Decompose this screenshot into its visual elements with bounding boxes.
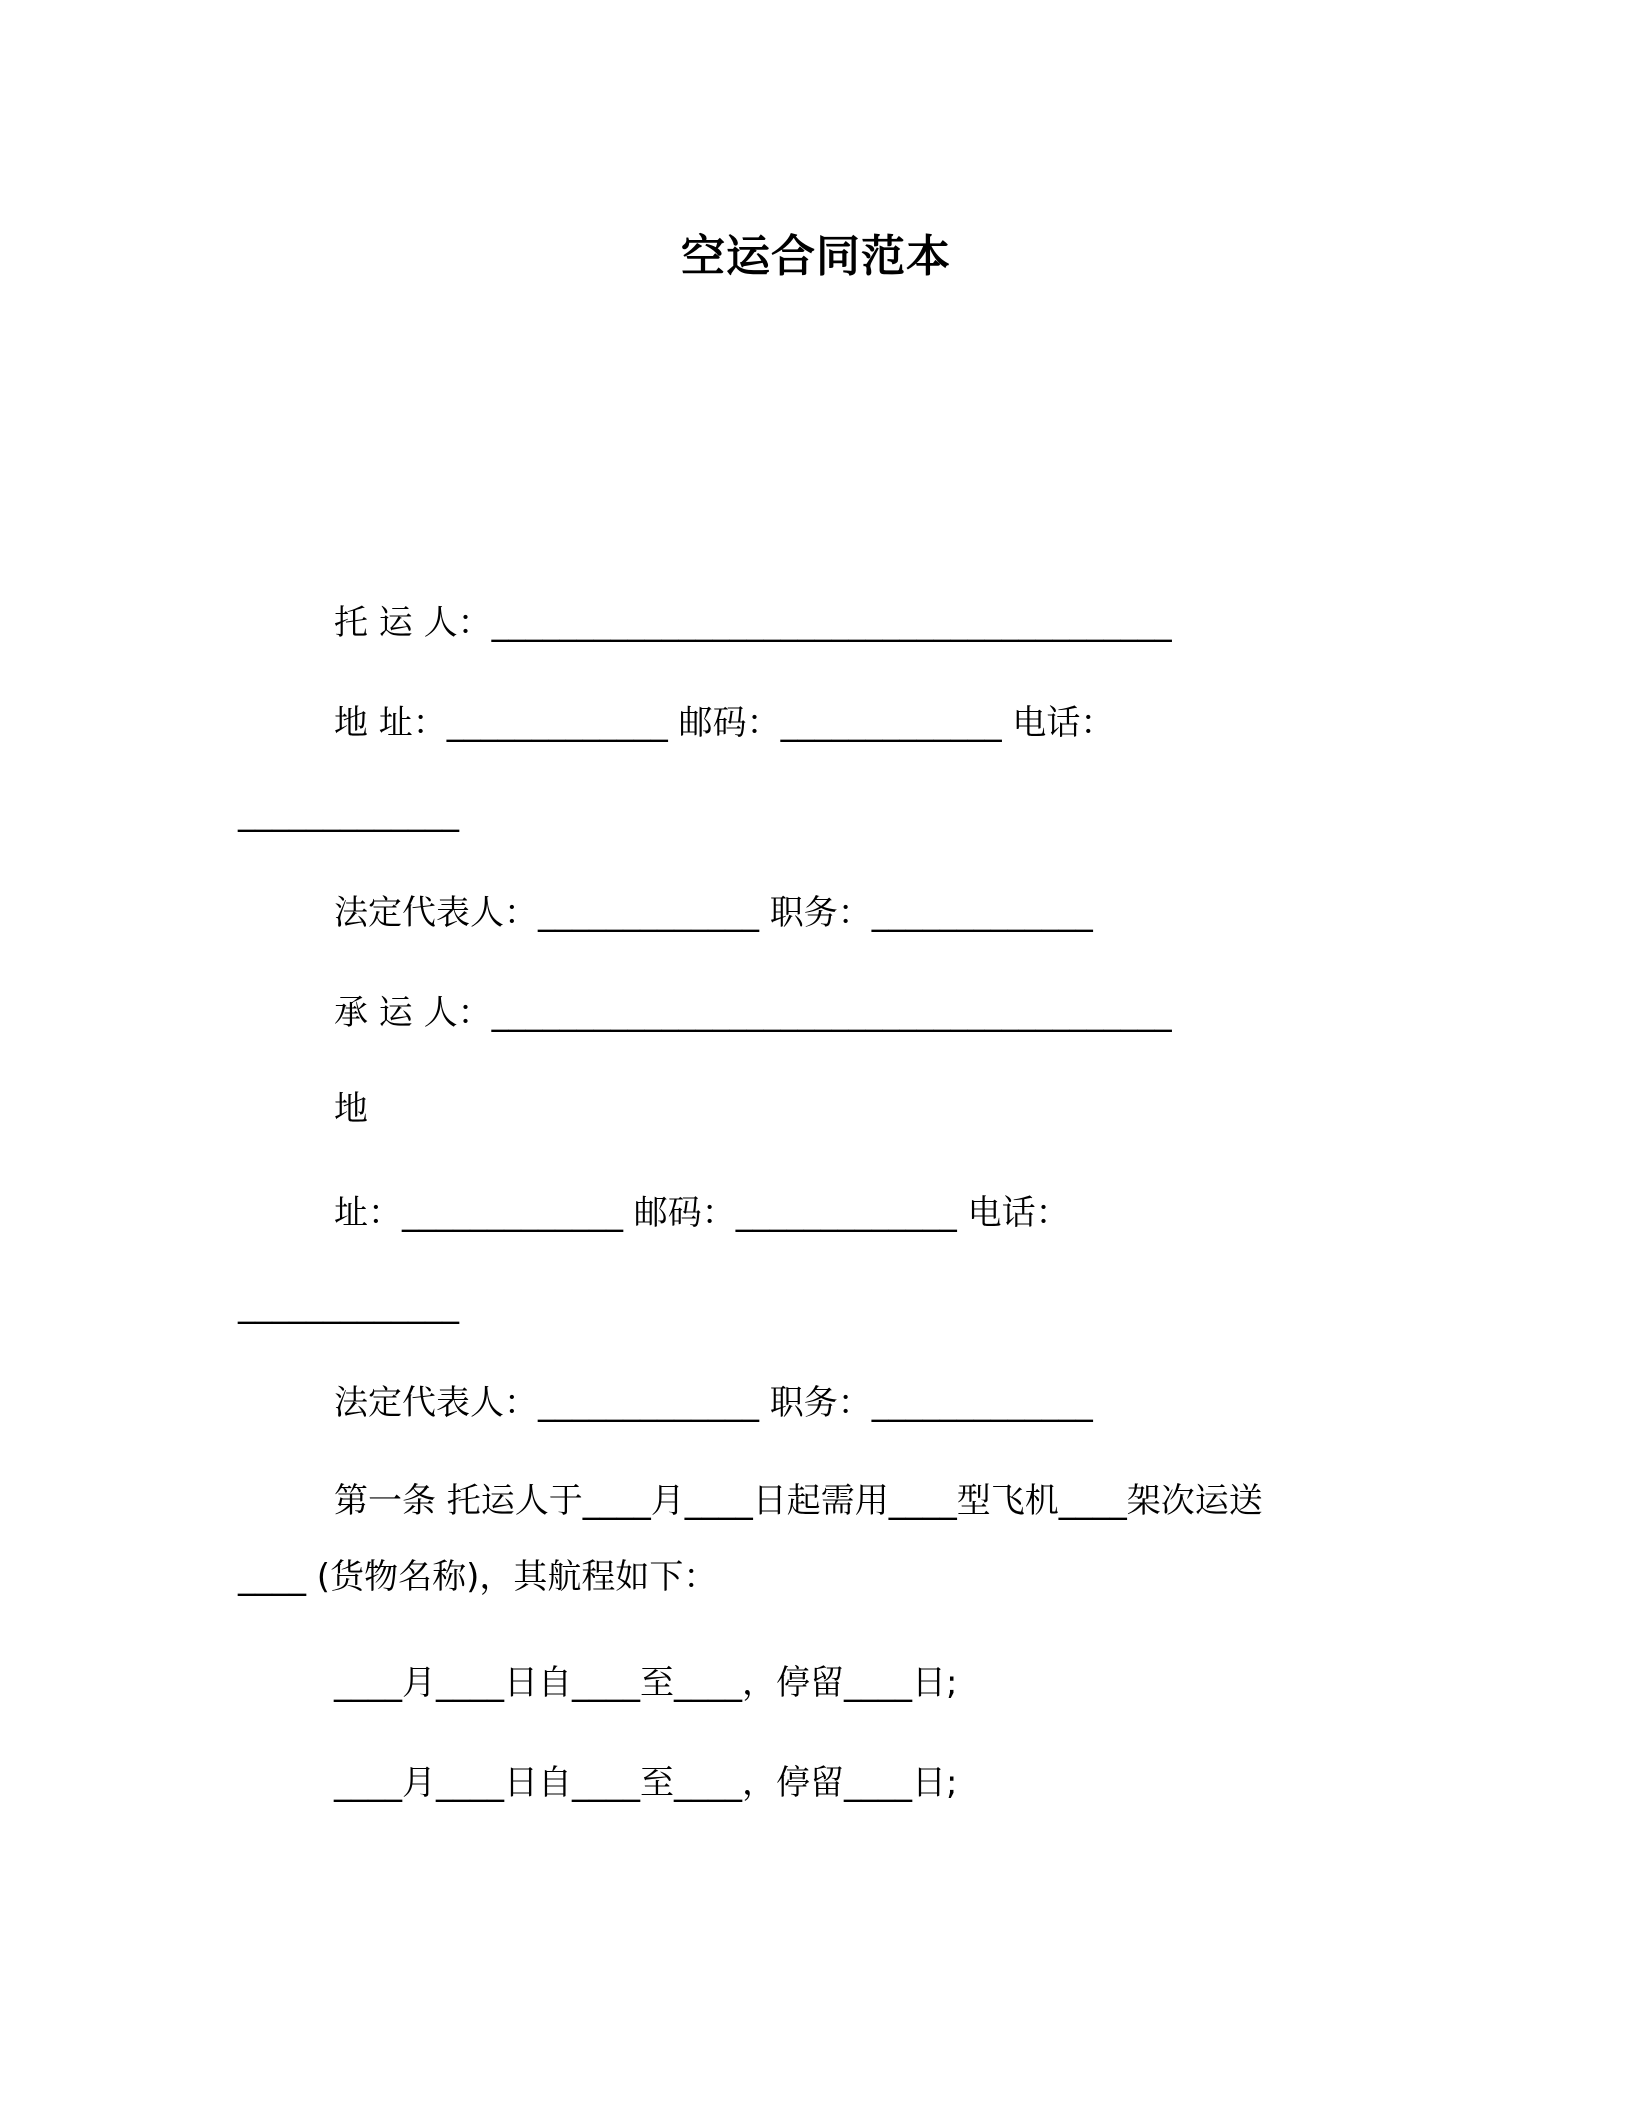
document-title: 空运合同范本 [681, 231, 951, 282]
article-one-line: 第一条 托运人于____月____日起需用____型飞机____架次运送 [334, 1481, 1263, 1521]
article-one-continuation-line: ____ (货物名称)，其航程如下： [238, 1557, 718, 1597]
shipper-address-line: 地 址：_____________ 邮码：_____________ 电话： [334, 703, 1115, 743]
shipper-phone-blank-line: _____________ [238, 793, 459, 833]
route-line-1: ____月____日自____至____，停留____日; [334, 1663, 958, 1703]
carrier-name-line: 承 运 人：________________________________________ [334, 993, 1172, 1033]
carrier-legal-rep-line: 法定代表人：_____________ 职务：_____________ [334, 1383, 1093, 1423]
route-line-2: ____月____日自____至____，停留____日; [334, 1763, 958, 1803]
carrier-address-line: 址：_____________ 邮码：_____________ 电话： [334, 1193, 1070, 1233]
carrier-phone-blank-line: _____________ [238, 1285, 459, 1325]
shipper-name-line: 托 运 人：________________________________________ [334, 603, 1172, 643]
carrier-address-label-line: 地 [334, 1089, 368, 1129]
shipper-legal-rep-line: 法定代表人：_____________ 职务：_____________ [334, 893, 1093, 933]
